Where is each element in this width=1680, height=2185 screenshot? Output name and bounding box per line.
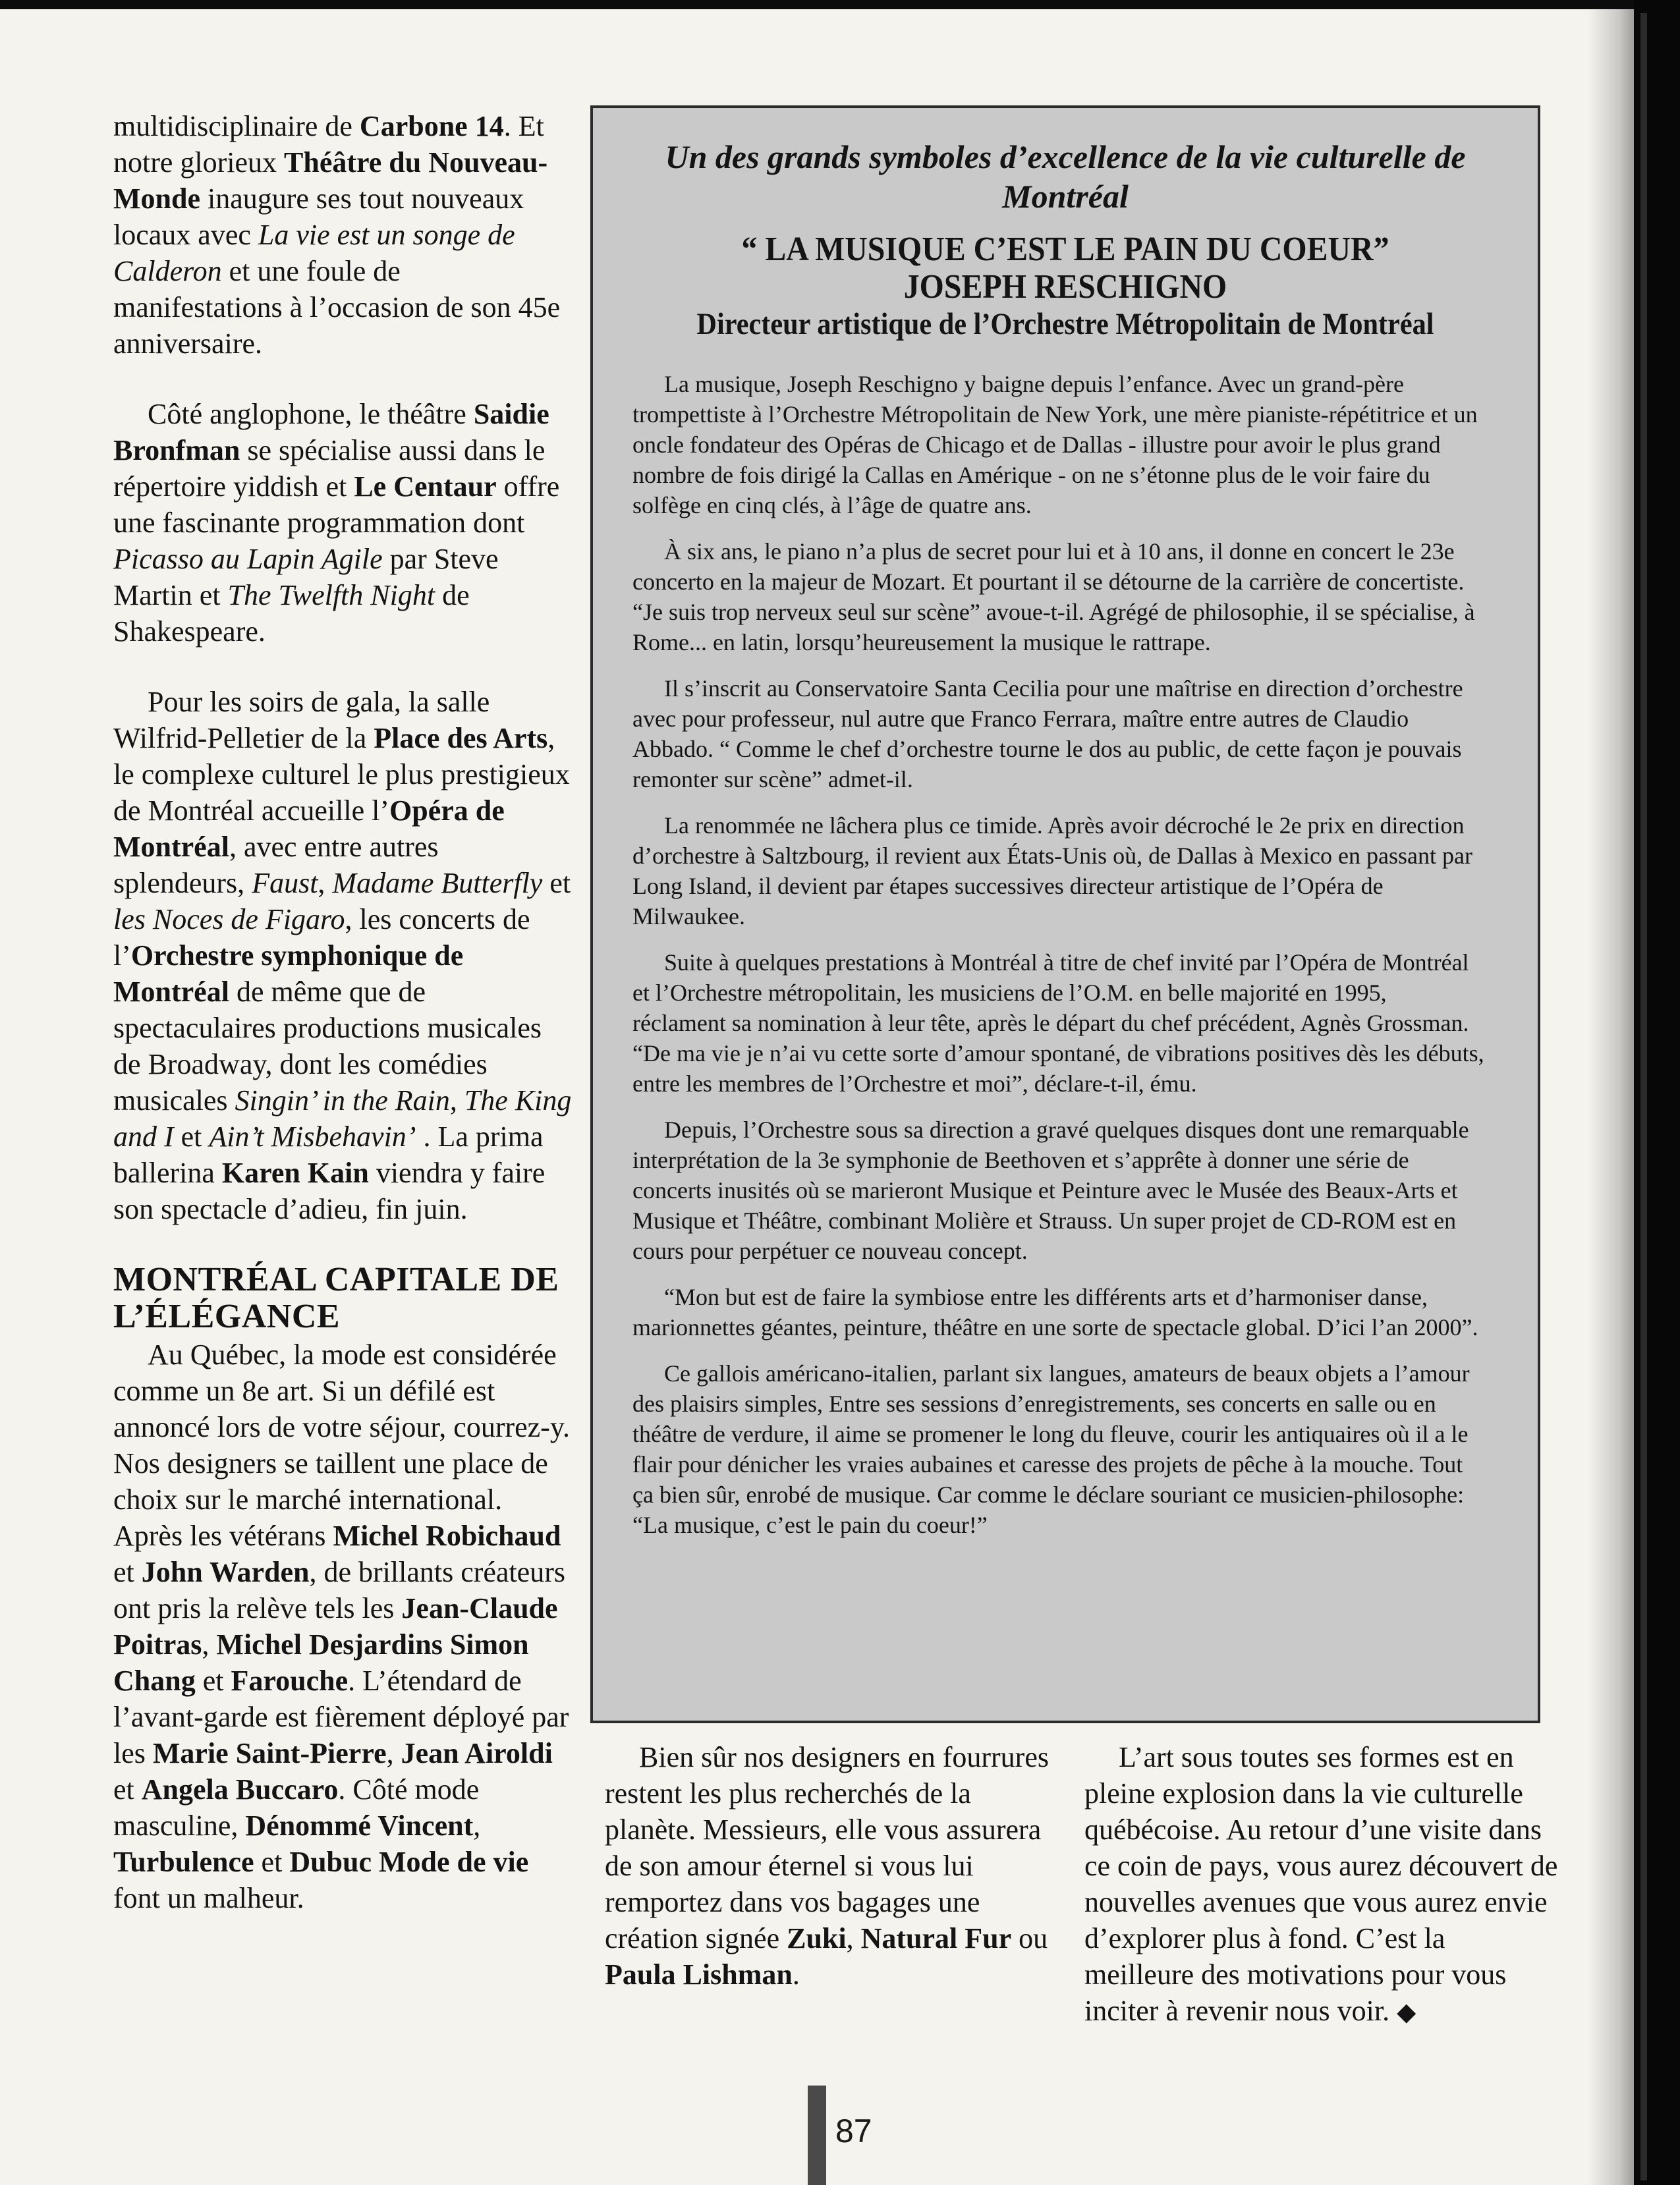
italic-title: Singin’ in the Rain — [235, 1084, 450, 1117]
middle-column — [605, 1739, 1066, 1993]
bold-name: Marie Saint-Pierre — [152, 1737, 387, 1769]
box-paragraph-3: Il s’inscrit au Conservatoire Santa Cecilia pour une maîtrise en direction d’orchestre avec pour professeur, nul autre que Franco Ferrara, maître entre autres de Claudio Abbado. “ Comme le chef d’orchestre tourne le dos au public, de cette façon je pouvais remonter sur scène” admet-il. — [632, 675, 1463, 792]
text-run: et — [113, 1773, 142, 1806]
text-run: Pour les soirs de gala, la salle Wilfrid-Pelletier de la — [113, 686, 490, 754]
box-paragraph-2: À six ans, le piano n’a plus de secret pour lui et à 10 ans, il donne en concert le 23e concerto en la majeur de Mozart. Et pourtant il se détourne de la carrière de concertiste. “Je suis trop nerveux seul sur scène” avoue-t-il. Agrégé de philosophie, il se spécialise, à Rome... en latin, lorsqu’heureusement la musique le rattrape. — [632, 538, 1475, 655]
italic-title: Picasso au Lapin Agile — [113, 543, 383, 575]
italic-title: Madame Butterfly — [332, 867, 543, 899]
text-run: de même que de spectaculaires productions musicales de Broadway, dont les comédies musicales — [113, 976, 542, 1117]
bold-name: Turbulence — [113, 1846, 254, 1878]
text-run: et — [195, 1665, 231, 1697]
bold-name: John Warden — [141, 1556, 310, 1588]
bold-name: Michel Robichaud — [333, 1520, 561, 1552]
bold-name: Dénommé Vincent — [245, 1810, 474, 1842]
text-run: . — [792, 1958, 800, 1991]
box-title: Un des grands symboles d’excellence de la vie culturelle de Montréal — [665, 138, 1466, 215]
text-run: par Steve Martin et — [113, 543, 499, 611]
box-paragraph-7: “Mon but est de faire la symbiose entre les différents arts et d’harmoniser danse, marionnettes géantes, peinture, théâtre en une sorte de spectacle global. D’ici l’an 2000”. — [632, 1284, 1478, 1341]
bold-name: Zuki — [787, 1922, 847, 1954]
bold-name: Place des Arts — [374, 722, 548, 754]
bold-name: Le Centaur — [354, 470, 497, 503]
text-run: viendra y faire son spectacle d’adieu, fin juin. — [113, 1157, 546, 1225]
italic-title: Ain’t Misbehavin’ — [209, 1120, 416, 1153]
section-heading: MONTRÉAL CAPITALE DE L’ÉLÉGANCE — [113, 1261, 559, 1335]
right-column — [1084, 1739, 1559, 2030]
left-paragraph-3 — [113, 684, 574, 1227]
box-quote-headline: “ LA MUSIQUE C’EST LE PAIN DU COEUR” — [741, 231, 1389, 268]
text-run: , avec entre autres splendeurs, — [113, 831, 439, 899]
bold-name: Farouche — [231, 1665, 349, 1697]
box-paragraph-4: La renommée ne lâchera plus ce timide. Après avoir décroché le 2e prix en direction d’orchestre à Saltzbourg, il revient aux États-Unis où, de Dallas à Mexico en passant par Long Island, il devient par étapes successives directeur artistique de l’Opéra de Milwaukee. — [632, 812, 1472, 929]
text-run: , — [449, 1084, 464, 1117]
text-run: . La prima ballerina — [113, 1120, 544, 1189]
bold-name: Michel Desjardins Simon Chang — [113, 1628, 529, 1697]
text-run: . Et notre glorieux — [113, 110, 544, 179]
end-diamond-icon: ◆ — [1397, 1997, 1416, 2026]
text-run: ou — [1011, 1922, 1048, 1954]
text-run: Côté anglophone, le théâtre — [148, 398, 474, 430]
text-run: et une foule de manifestations à l’occasion de son 45e anniversaire. — [113, 255, 561, 360]
bold-name: Théâtre du Nouveau-Monde — [113, 146, 548, 215]
bold-name: Jean Airoldi — [401, 1737, 553, 1769]
bold-name: Angela Buccaro — [141, 1773, 339, 1806]
left-paragraph-2 — [113, 396, 574, 650]
middle-paragraph — [605, 1739, 1066, 1993]
italic-title: The Twelfth Night — [227, 579, 435, 611]
text-run: Au Québec, la mode est considérée comme un 8e art. Si un défilé est annoncé lors de votre séjour, courrez-y. Nos designers se taillent une place de choix sur le marché international. Après les vétérans — [113, 1339, 570, 1552]
italic-title: Faust — [252, 867, 318, 899]
left-column — [113, 108, 574, 1950]
text-run: font un malheur. — [113, 1882, 304, 1914]
bold-name: Karen Kain — [221, 1157, 369, 1189]
text-run: se spécialise aussi dans le répertoire yiddish et — [113, 434, 546, 503]
text-run: , — [846, 1922, 861, 1954]
text-run: , — [473, 1810, 481, 1842]
text-run: et — [254, 1846, 290, 1878]
italic-title: The King and I — [113, 1084, 572, 1153]
box-paragraph-1: La musique, Joseph Reschigno y baigne depuis l’enfance. Avec un grand-père trompettiste à l’Orchestre Métropolitain de New York, une mère pianiste-répétitrice et un oncle fondateur des Opéras de Chicago et de Dallas - illustre pour avoir le plus grand nombre de fois dirigé la Callas en Amérique - on ne s’étonne plus de le voir faire du solfège en cinq clés, à l’âge de quatre ans. — [632, 371, 1478, 518]
page-edge-line — [1640, 13, 1647, 2180]
text-run: inaugure ses tout nouveaux locaux avec — [113, 182, 524, 251]
bold-name: Dubuc Mode de vie — [289, 1846, 529, 1878]
bold-name: Saidie Bronfman — [113, 398, 549, 466]
text-run: et — [542, 867, 571, 899]
text-run: , — [202, 1628, 217, 1661]
bold-name: Opéra de Montréal — [113, 794, 505, 863]
text-run: Bien sûr nos designers en fourrures restent les plus recherchés de la planète. Messieurs, elle vous assurera de son amour éternel si vous lui remportez dans vos bagages une création signée — [605, 1741, 1049, 1954]
page-number: 87 — [835, 2113, 872, 2149]
right-paragraph-text: L’art sous toutes ses formes est en pleine explosion dans la vie culturelle québécoise. Au retour d’une visite dans ce coin de pays, vous aurez découvert de nouvelles avenues que vous aurez envie d’explorer plus à fond. C’est la meilleure des motivations pour vous inciter à revenir nous voir. — [1084, 1741, 1558, 2027]
bold-name: Paula Lishman — [605, 1958, 793, 1991]
box-body — [632, 369, 1485, 1540]
text-run: , — [318, 867, 333, 899]
text-run: de Shakespeare. — [113, 579, 470, 648]
text-run: offre une fascinante programmation dont — [113, 470, 560, 539]
bold-name: Jean-Claude Poitras — [113, 1592, 558, 1661]
left-paragraph-4 — [113, 1337, 574, 1916]
bold-name: Carbone 14 — [359, 110, 504, 142]
text-run: , les concerts de l’ — [113, 903, 530, 972]
italic-title: La vie est un songe de Calderon — [113, 219, 515, 287]
right-paragraph — [1084, 1739, 1559, 2030]
italic-title: les Noces de Figaro — [113, 903, 345, 935]
text-run: . Côté mode masculine, — [113, 1773, 480, 1842]
text-run: . L’étendard de l’avant-garde est fièrement déployé par les — [113, 1665, 569, 1769]
box-paragraph-8: Ce gallois américano-italien, parlant six langues, amateurs de beaux objets a l’amour des plaisirs simples, Entre ses sessions d’enregistrements, ses concerts en salle ou en théâtre de verdure, il aime se promener le long du fleuve, courir les antiquaires où il a le flair pour dénicher les vraies aubaines et caresse des projets de pêche à la mouche. Tout ça bien sûr, enrobé de musique. Car comme le déclare souriant ce musicien-philosophe: “La musique, c’est le pain du coeur!” — [632, 1360, 1470, 1538]
left-paragraph-1 — [113, 108, 574, 362]
text-run: , de brillants créateurs ont pris la relève tels les — [113, 1556, 565, 1624]
text-run: et — [113, 1556, 142, 1588]
text-run: et — [173, 1120, 210, 1153]
box-paragraph-5: Suite à quelques prestations à Montréal à titre de chef invité par l’Opéra de Montréal et l’Orchestre métropolitain, les musiciens de l’O.M. en belle majorité en 1995, réclament sa nomination à leur tête, après le départ du chef précédent, Agnès Grossman. “De ma vie je n’ai vu cette sorte d’amour spontané, de vibrations positives dès les débuts, entre les membres de l’Orchestre et moi”, déclare-t-il, ému. — [632, 949, 1484, 1097]
text-run: , — [386, 1737, 401, 1769]
box-paragraph-6: Depuis, l’Orchestre sous sa direction a gravé quelques disques dont une remarquable interprétation de la 3e symphonie de Beethoven et s’apprête à donner une série de concerts inusités où se marieront Musique et Peinture avec le Musée des Beaux-Arts et Musique et Théâtre, combinant Molière et Strauss. Un super projet de CD-ROM est en cours pour perpétuer ce nouveau concept. — [632, 1117, 1469, 1264]
text-run: , le complexe culturel le plus prestigieux de Montréal accueille l’ — [113, 722, 570, 827]
text-run: multidisciplinaire de — [113, 110, 360, 142]
box-person-name: JOSEPH RESCHIGNO — [903, 268, 1227, 306]
bold-name: Orchestre symphonique de Montréal — [113, 939, 464, 1008]
sidebar-article-box — [590, 105, 1540, 1723]
spine-shadow — [1588, 9, 1634, 2185]
footer-rule — [808, 2086, 826, 2185]
box-person-role: Directeur artistique de l’Orchestre Métropolitain de Montréal — [696, 307, 1434, 341]
bold-name: Natural Fur — [860, 1922, 1012, 1954]
